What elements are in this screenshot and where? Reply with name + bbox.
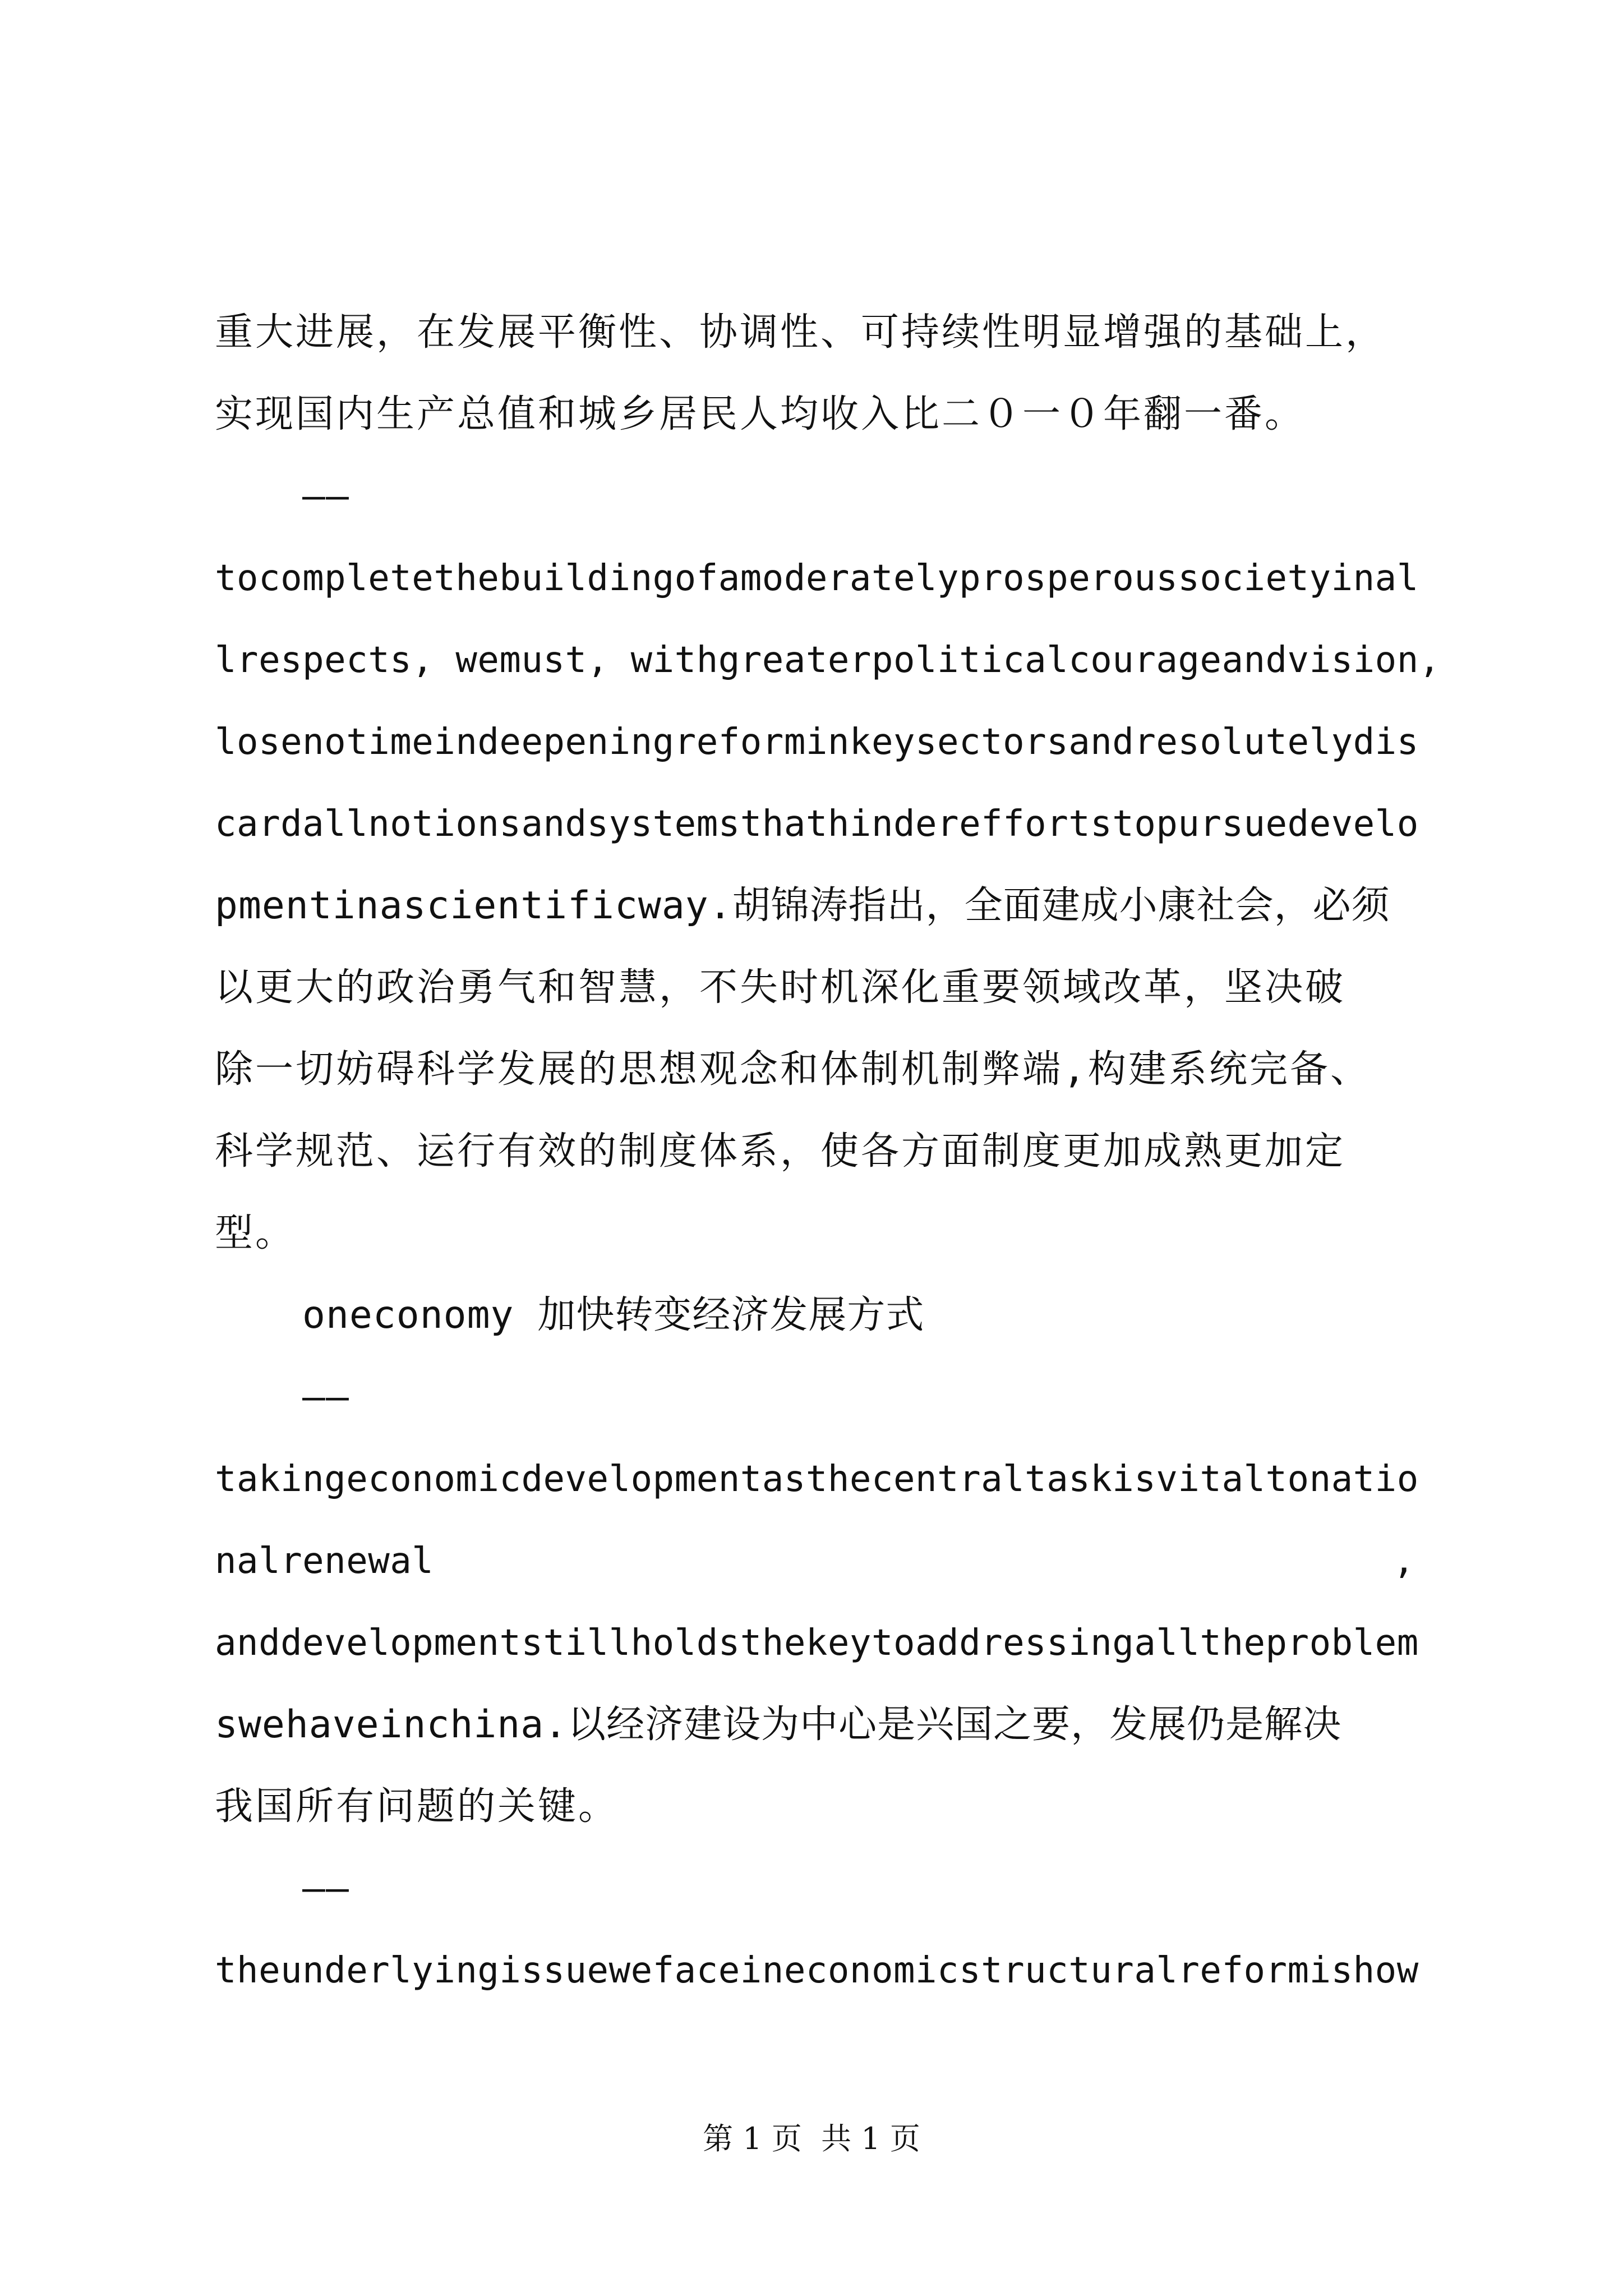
text-line: losenotimeindeepeningreforminkeysectorsandresolutelydis [215,721,1419,763]
text-line: tocompletethebuildingofamoderatelyprosperoussocietyinal [215,558,1419,599]
text-line: theunderlyingissuewefaceineconomicstructuralreformishow [215,1950,1419,1991]
dash-separator: —— [302,1866,349,1911]
text-line: takingeconomicdevelopmentasthecentraltaskisvitaltonatio [215,1458,1419,1500]
text-fragment: , [1393,1540,1415,1582]
text-line: anddevelopmentstillholdsthekeytoaddressingalltheproblem [215,1622,1419,1664]
text-line: swehaveinchina.以经济建设为中心是兴国之要，发展仍是解决 [215,1703,1342,1747]
section-heading: oneconomy 加快转变经济发展方式 [302,1293,925,1337]
text-line: 以更大的政治勇气和智慧，不失时机深化重要领域改革，坚决破 [215,965,1346,1010]
text-line: 实现国内生产总值和城乡居民人均收入比二０一０年翻一番。 [215,392,1306,436]
text-line: 型。 [215,1211,296,1255]
text-fragment: nalrenewal [215,1540,434,1582]
text-line: 重大进展，在发展平衡性、协调性、可持续性明显增强的基础上， [215,310,1386,355]
page-footer: 第 1 页 共 1 页 [703,2121,920,2156]
text-line: 除一切妨碍科学发展的思想观念和体制机制弊端,构建系统完备、 [215,1047,1371,1092]
text-line-justified [215,1520,1415,1602]
text-line: pmentinascientificway.胡锦涛指出，全面建成小康社会，必须 [215,884,1390,928]
text-line: lrespects, wemust, withgreaterpoliticalcourageandvision, [215,639,1441,681]
text-line: 科学规范、运行有效的制度体系，使各方面制度更加成熟更加定 [215,1129,1346,1174]
dash-separator: —— [302,1375,349,1419]
text-line: cardallnotionsandsystemsthathindereffortstopursuedevelo [215,803,1419,845]
document-body [215,292,1441,2012]
text-line: 我国所有问题的关键。 [215,1784,619,1829]
dash-separator: —— [302,474,349,518]
